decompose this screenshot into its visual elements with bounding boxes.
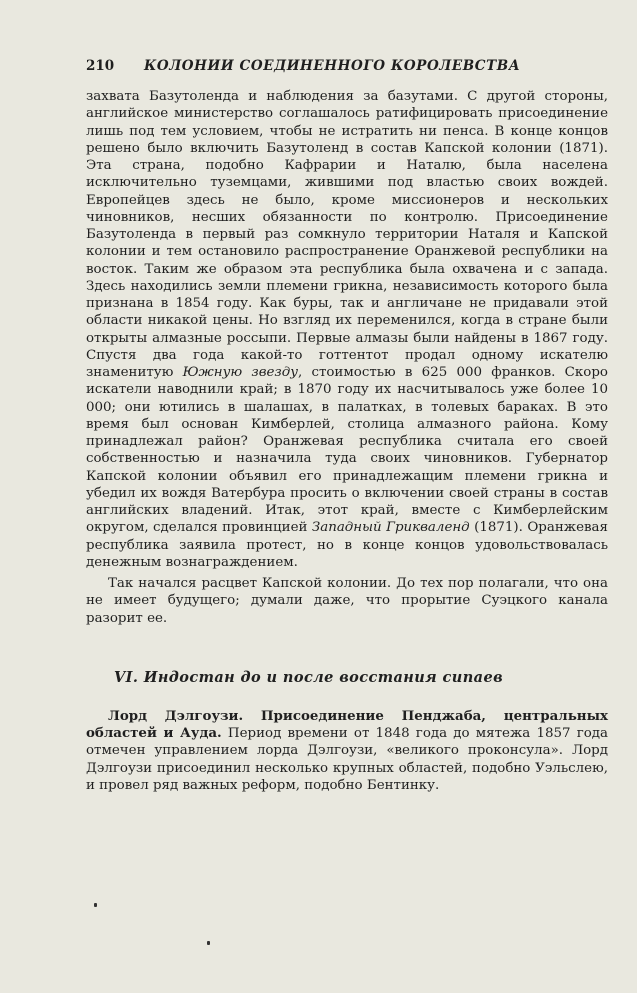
running-title: КОЛОНИИ СОЕДИНЕННОГО КОРОЛЕВСТВА — [144, 58, 521, 74]
running-header — [86, 58, 608, 74]
paragraph-text: (1871). Оранжевая республика заявила протест, но в конце концов удовольствовалась денежным вознаграждением. — [86, 520, 608, 570]
emphasis-west-griqualand: Западный Грикваленд — [311, 520, 470, 536]
section-paragraph — [86, 708, 608, 794]
paragraph-text: , стоимостью в 625 000 франков. Скоро искатели наводнили край; в 1870 году их насчитывалось уже более 10 000; они ютились в шалашах, в палатках, в толевых бараках. В это время был основан Кимберлей, столица алмазного района. Кому принадлежал район? Оранжевая республика считала его своей собственностью и назначила туда своих чиновников. Губернатор Капской колонии объявил его принадлежащим племени грикна и убедил их вождя Ватербура просить о включении своей страны в состав английских владений. Итак, этот край, вместе с Кимберлейским округом, сделался провинцией — [86, 365, 608, 536]
run-in-heading: Лорд Дэлгоузи. Присоединение Пенджаба, центральных областей и Ауда. — [86, 707, 608, 741]
paragraph-text: захвата Базутоленда и наблюдения за базутами. С другой стороны, английское министерство соглашалось ратифицировать присоединение лишь под тем условием, чтобы не истратить ни пенса. В конце концов решено было включить Базутоленд в состав Капской колонии (1871). Эта страна, подобно Кафрарии и Наталю, была населена исключительно туземцами, жившими под властью своих вождей. Европейцев здесь не было, кроме миссионеров и нескольких чиновников, несших обязанности по контролю. Присоединение Базутоленда в первый раз сомкнуло территории Наталя и Капской колонии и тем остановило распространение Оранжевой республики на восток. Таким же образом эта республика была охвачена и с запада. Здесь находились земли племени грикна, независимость которого была признана в 1854 году. Как буры, так и англичане не придавали этой области никакой цены. Но взгляд их переменился, когда в стране были открыты алмазные россыпи. Первые алмазы были найдены в 1867 году. Спустя два года какой-то готтентот продал одному искателю знаменитую — [86, 89, 608, 380]
book-page — [86, 58, 608, 794]
page-number: 210 — [86, 58, 115, 74]
ink-speck — [94, 903, 97, 907]
section-heading: VI. Индостан до и после восстания сипаев — [114, 668, 504, 686]
body-paragraph: Так начался расцвет Капской колонии. До тех пор полагали, что она не имеет будущего; думали даже, что прорытие Суэцкого канала разорит ее. — [86, 576, 608, 626]
ink-speck — [207, 941, 210, 945]
body-paragraph — [86, 88, 608, 571]
paragraph-text: Период времени от 1848 года до мятежа 1857 года отмечен управлением лорда Дэлгоузи, «великого проконсула». Лорд Дэлгоузи присоединил несколько крупных областей, подобно Уэльслею, и провел ряд важных реформ, подобно Бентинку. — [86, 726, 608, 793]
emphasis-south-star: Южную звезду — [182, 365, 298, 380]
